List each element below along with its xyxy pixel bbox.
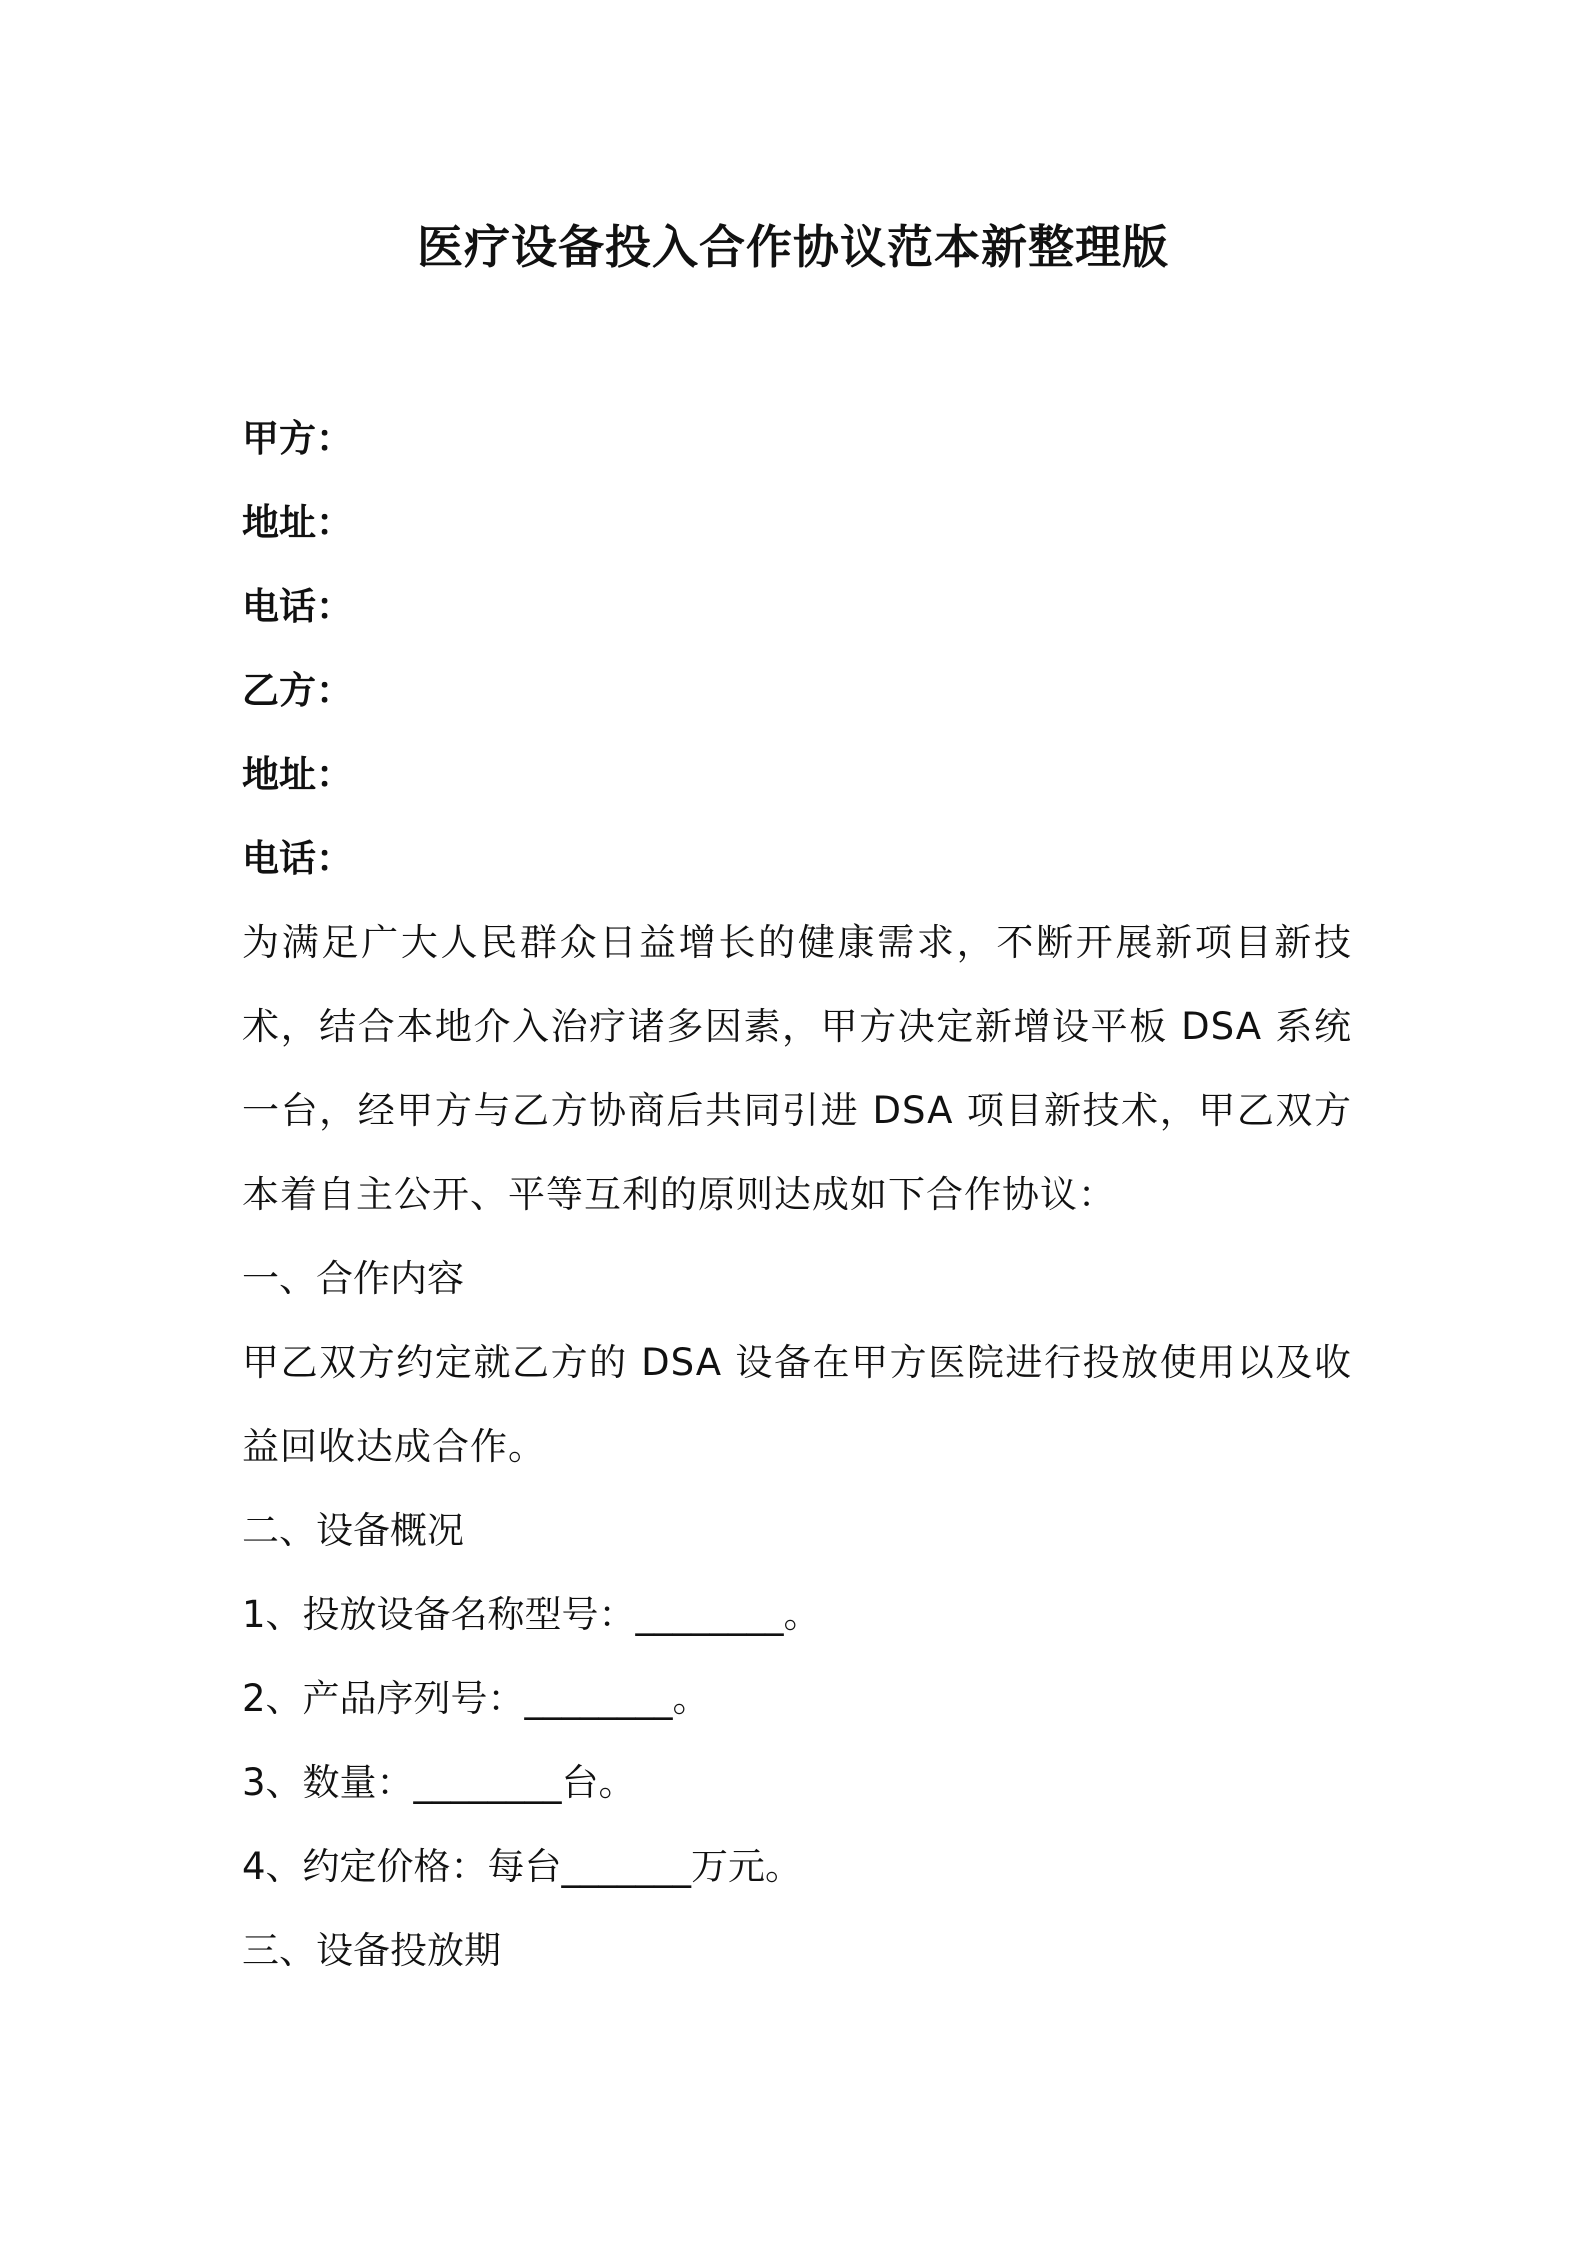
party-b-label: 乙方： [242,669,353,712]
section-2-heading: 二、设备概况 [242,1509,464,1552]
document-title: 医疗设备投入合作协议范本新整理版 [417,220,1169,274]
party-b-phone-label: 电话： [242,837,353,880]
equipment-item-quantity: 3、数量：________台。 [242,1761,636,1804]
party-a-phone-label: 电话： [242,585,353,628]
party-a-label: 甲方： [242,417,353,460]
equipment-item-model: 1、投放设备名称型号：________。 [242,1593,821,1636]
equipment-item-price: 4、约定价格：每台_______万元。 [242,1845,803,1888]
party-b-address-label: 地址： [242,753,353,796]
section-1-text: 甲乙双方约定就乙方的 DSA 设备在甲方医院进行投放使用以及收益回收达成合作。 [242,1341,1352,1468]
party-a-address-label: 地址： [242,501,353,544]
section-3-heading: 三、设备投放期 [242,1929,501,1972]
section-1-heading: 一、合作内容 [242,1257,464,1300]
equipment-item-serial: 2、产品序列号：________。 [242,1677,710,1720]
intro-paragraph: 为满足广大人民群众日益增长的健康需求，不断开展新项目新技术，结合本地介入治疗诸多因素，甲方决定新增设平板 DSA 系统一台，经甲方与乙方协商后共同引进 DSA 项目新技术，甲乙双方本着自主公开、平等互利的原则达成如下合作协议： [242,921,1352,1216]
document-body [242,397,1352,1993]
